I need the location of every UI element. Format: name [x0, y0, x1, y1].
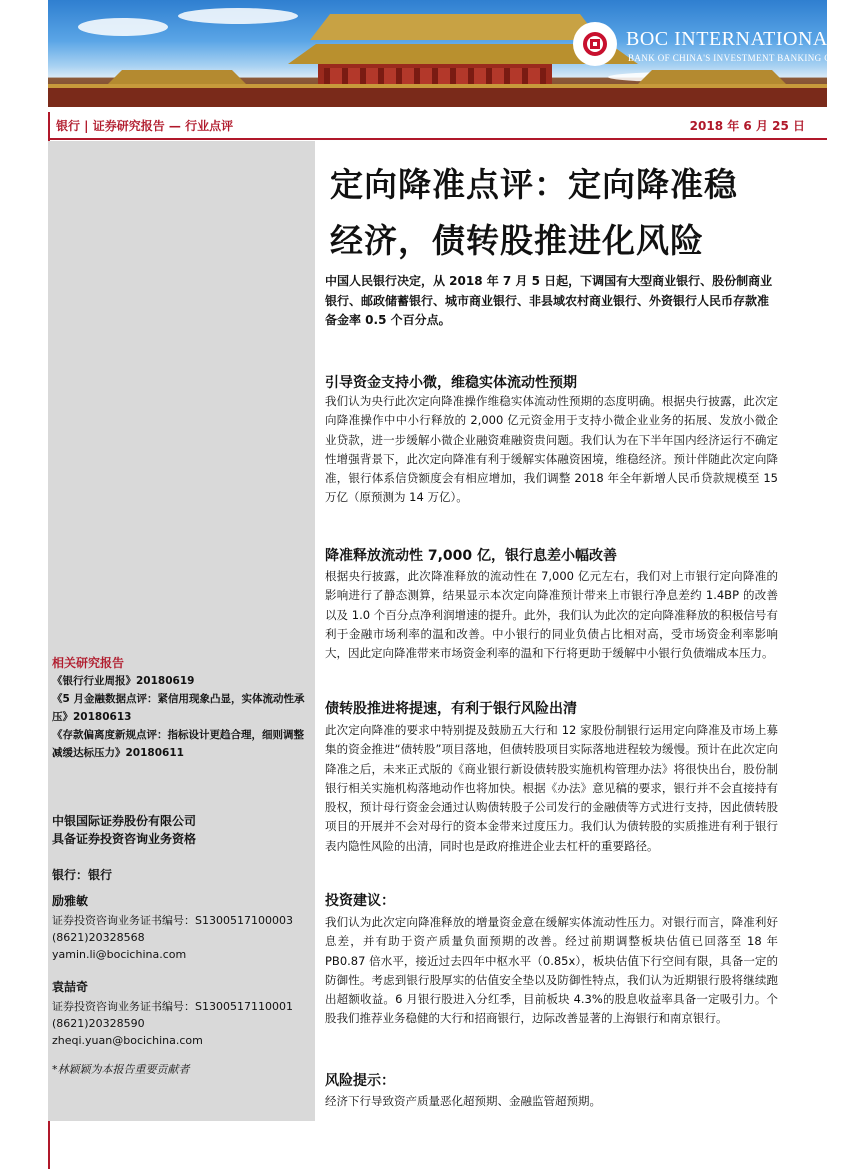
- report-date: 2018 年 6 月 25 日: [689, 119, 805, 133]
- section-heading: 降准释放流动性 7,000 亿，银行息差小幅改善: [325, 548, 618, 564]
- related-reports-list: [52, 672, 307, 762]
- boc-logo-icon: [573, 22, 617, 66]
- section-heading: 引导资金支持小微，维稳实体流动性预期: [325, 375, 577, 391]
- breadcrumb: 银行 | 证券研究报告 — 行业点评: [56, 119, 234, 133]
- analyst-name: 励雅敏: [52, 894, 89, 908]
- analyst-email[interactable]: yamin.li@bocichina.com: [52, 948, 187, 961]
- company-name: 中银国际证券股份有限公司: [52, 814, 197, 828]
- report-title-line: 定向降准点评：定向降准稳: [330, 165, 738, 204]
- analyst-phone: (8621)20328590: [52, 1017, 145, 1030]
- analyst-license: 证券投资咨询业务证书编号：S1300517100003: [52, 914, 293, 927]
- sector-label: 银行：银行: [52, 868, 113, 882]
- report-header-bar: [48, 112, 827, 140]
- section-heading: 债转股推进将提速，有利于银行风险出清: [325, 701, 577, 717]
- palace-roof-graphic: [310, 14, 600, 40]
- analyst-license: 证券投资咨询业务证书编号：S1300517110001: [52, 1000, 293, 1013]
- report-title-line: 经济，债转股推进化风险: [330, 221, 704, 260]
- related-report-item: 《银行行业周报》20180619: [52, 675, 195, 687]
- section-body: 我们认为此次定向降准释放的增量资金意在缓解实体流动性压力。对银行而言，降准利好息差，并有助于资产质量负面预期的改善。经过前期调整板块估值已回落至 18 年 PB0.87 倍水平，接近过去四年中枢水平（0.85x），板块估值下行空间有限，具备一定的防御性。考虑到银行股厚实的估值安全垫以及防御性特点，我们认为近期银行股将继续跑出超额收益。6 月银行股进入分红季，目前板块 4.3%的股息收益率具备一定吸引力。个股我们推荐业务稳健的大行和招商银行，边际改善显著的上海银行和南京银行。: [325, 915, 778, 1026]
- section-heading: 投资建议：: [325, 893, 395, 909]
- cloud-decoration: [78, 18, 168, 36]
- company-info: [52, 812, 196, 848]
- analyst-card: [52, 890, 307, 963]
- section-body: 经济下行导致资产质量恶化超预期、金融监管超预期。: [325, 1094, 601, 1108]
- header-banner: [48, 0, 857, 107]
- analyst-name: 袁喆奇: [52, 980, 89, 994]
- report-title: [330, 157, 800, 269]
- side-roof-graphic: [638, 70, 786, 84]
- contributor-note: *林颖颖为本报告重要贡献者: [52, 1063, 190, 1076]
- related-report-item: 《5 月金融数据点评：紧信用现象凸显，实体流动性承压》20180613: [52, 693, 305, 723]
- side-roof-graphic: [108, 70, 246, 84]
- cloud-decoration: [178, 8, 298, 24]
- related-report-item: 《存款偏离度新规点评：指标设计更趋合理，细则调整减缓达标压力》20180611: [52, 729, 304, 759]
- sidebar: [48, 141, 315, 1121]
- brand-tagline: BANK OF CHINA'S INVESTMENT BANKING GROUP: [628, 53, 857, 63]
- analyst-phone: (8621)20328568: [52, 931, 145, 944]
- section-body: 此次定向降准的要求中特别提及鼓励五大行和 12 家股份制银行运用定向降准及市场上募集的资金推进“债转股”项目落地，但债转股项目实际落地进程较为缓慢。预计在此次定向降准之后，未来正式版的《商业银行新设债转股实施机构管理办法》将很快出台，股份制银行相关实施机构落地动作也将加快。根据《办法》意见稿的要求，银行并不会直接持有股权，预计母行资金会通过认购债转股子公司发行的金融债等方式进行支持，因此债转股项目的开展并不会对母行的资本金带来过度压力。我们认为债转股的实质推进有利于银行表内隐性风险的出清，同时也是政府推进企业去杠杆的重要路径。: [325, 723, 778, 853]
- analyst-card: [52, 976, 307, 1049]
- section-body: 根据央行披露，此次降准释放的流动性在 7,000 亿元左右，我们对上市银行定向降准的影响进行了静态测算，结果显示本次定向降准预计带来上市银行净息差约 1.4BP 的改善以及 1.0 个百分点净利润增速的提升。此外，我们认为此次的定向降准释放的积极信号有利于金融市场利率的温和改善。中小银行的同业负债占比相对高，受市场资金利率影响大，因此定向降准带来市场资金利率的温和下行将更助于缓解中小银行负债端成本压力。: [325, 569, 778, 661]
- summary-paragraph: 中国人民银行决定，从 2018 年 7 月 5 日起，下调国有大型商业银行、股份制商业银行、邮政储蓄银行、城市商业银行、非县域农村商业银行、外资银行人民币存款准备金率 0.5 个百分点。: [325, 274, 773, 327]
- section-body: 我们认为央行此次定向降准操作维稳实体流动性预期的态度明确。根据央行披露，此次定向降准操作中中小行释放的 2,000 亿元资金用于支持小微企业业务的拓展、发放小微企业贷款，进一步缓解小微企业融资难融资贵问题。我们认为在下半年国内经济运行不确定性增强背景下，此次定向降准有利于缓解实体融资困境，维稳经济。预计伴随此次定向降准，银行体系信贷额度会有相应增加，我们调整 2018 年全年新增人民币贷款规模至 15 万亿（原预测为 14 万亿）。: [325, 394, 778, 505]
- company-qualification: 具备证券投资咨询业务资格: [52, 832, 197, 846]
- related-reports-heading: 相关研究报告: [52, 656, 125, 670]
- brand-name: BOC INTERNATIONAL: [626, 28, 841, 50]
- wall-graphic: [48, 88, 827, 107]
- analyst-email[interactable]: zheqi.yuan@bocichina.com: [52, 1034, 203, 1047]
- section-heading: 风险提示：: [325, 1073, 395, 1089]
